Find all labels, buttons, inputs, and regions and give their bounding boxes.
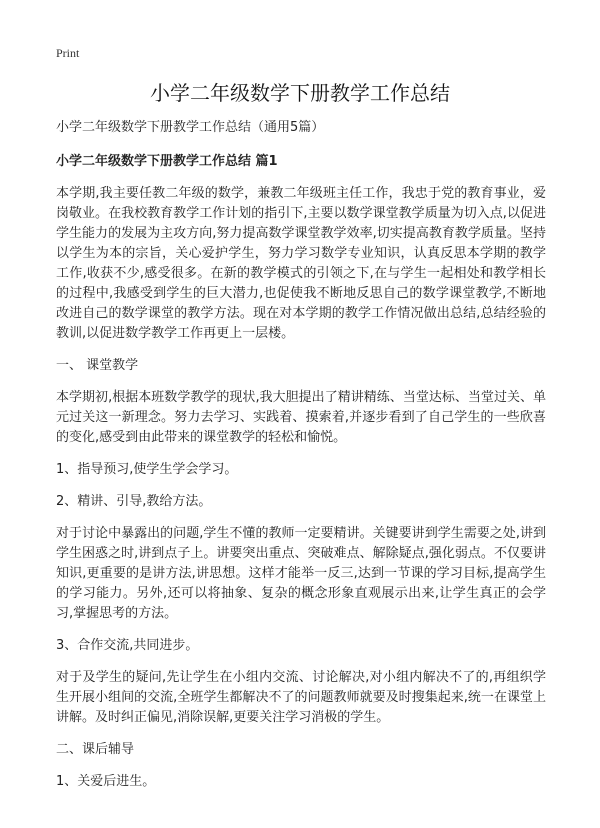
paragraph-intro: 本学期,我主要任教二年级的数学，兼教二年级班主任工作，我忠于党的教育事业，爱岗敬业。在我校教育教学工作计划的指引下,主要以数学课堂教学质量为切入点,以促进学生能力的发展为主攻方向,努力提高数学课堂教学效率,切实提高教育教学质量。坚持以学生为本的宗旨，关心爱护学生，努力学习数学专业知识，认真反思本学期的教学工作,收获不少,感受很多。在新的教学模式的引领之下,在与学生一起相处和教学相长的过程中,我感受到学生的巨大潜力,也促使我不断地反思自己的数学课堂教学,不断地改进自己的数学课堂的教学方法。现在对本学期的教学工作情况做出总结,总结经验的教训,以促进数学教学工作再更上一层楼。 — [56, 186, 546, 341]
list-item-care-students: 1、关爱后进生。 — [56, 774, 156, 789]
list-item-cooperate: 3、合作交流,共同进步。 — [56, 638, 199, 653]
article-subtitle: 小学二年级数学下册教学工作总结（通用5篇） — [56, 120, 325, 135]
list-item-explain: 2、精讲、引导,教给方法。 — [56, 494, 212, 509]
heading-classroom-teaching: 一、 课堂教学 — [56, 358, 139, 373]
page-title: 小学二年级数学下册教学工作总结 — [150, 81, 450, 105]
section-heading: 小学二年级数学下册教学工作总结 篇1 — [56, 154, 278, 169]
paragraph-classroom-teaching: 本学期初,根据本班数学教学的现状,我大胆提出了精讲精练、当堂达标、当堂过关、单元过关这一新理念。努力去学习、实践着、摸索着,并逐步看到了自己学生的一些欣喜的变化,感受到由此带来的课堂教学的轻松和愉悦。 — [56, 390, 546, 445]
print-link[interactable]: Print — [56, 46, 80, 60]
article-body — [56, 118, 546, 804]
paragraph-explain: 对于讨论中暴露出的问题,学生不懂的教师一定要精讲。关键要讲到学生需要之处,讲到学生困惑之时,讲到点子上。讲要突出重点、突破难点、解除疑点,强化弱点。不仅要讲知识,更重要的是讲方法,讲思想。这样才能举一反三,达到一节课的学习目标,提高学生的学习能力。另外,还可以将抽象、复杂的概念形象直观展示出来,让学生真正的会学习,掌握思考的方法。 — [56, 526, 546, 621]
heading-after-class-tutoring: 二、课后辅导 — [56, 742, 135, 757]
list-item-preview: 1、指导预习,使学生学会学习。 — [56, 462, 238, 477]
paragraph-cooperate: 对于及学生的疑问,先让学生在小组内交流、讨论解决,对小组内解决不了的,再组织学生开展小组间的交流,全班学生都解决不了的问题教师就要及时搜集起来,统一在课堂上讲解。及时纠正偏见,消除误解,更要关注学习消极的学生。 — [56, 670, 546, 725]
